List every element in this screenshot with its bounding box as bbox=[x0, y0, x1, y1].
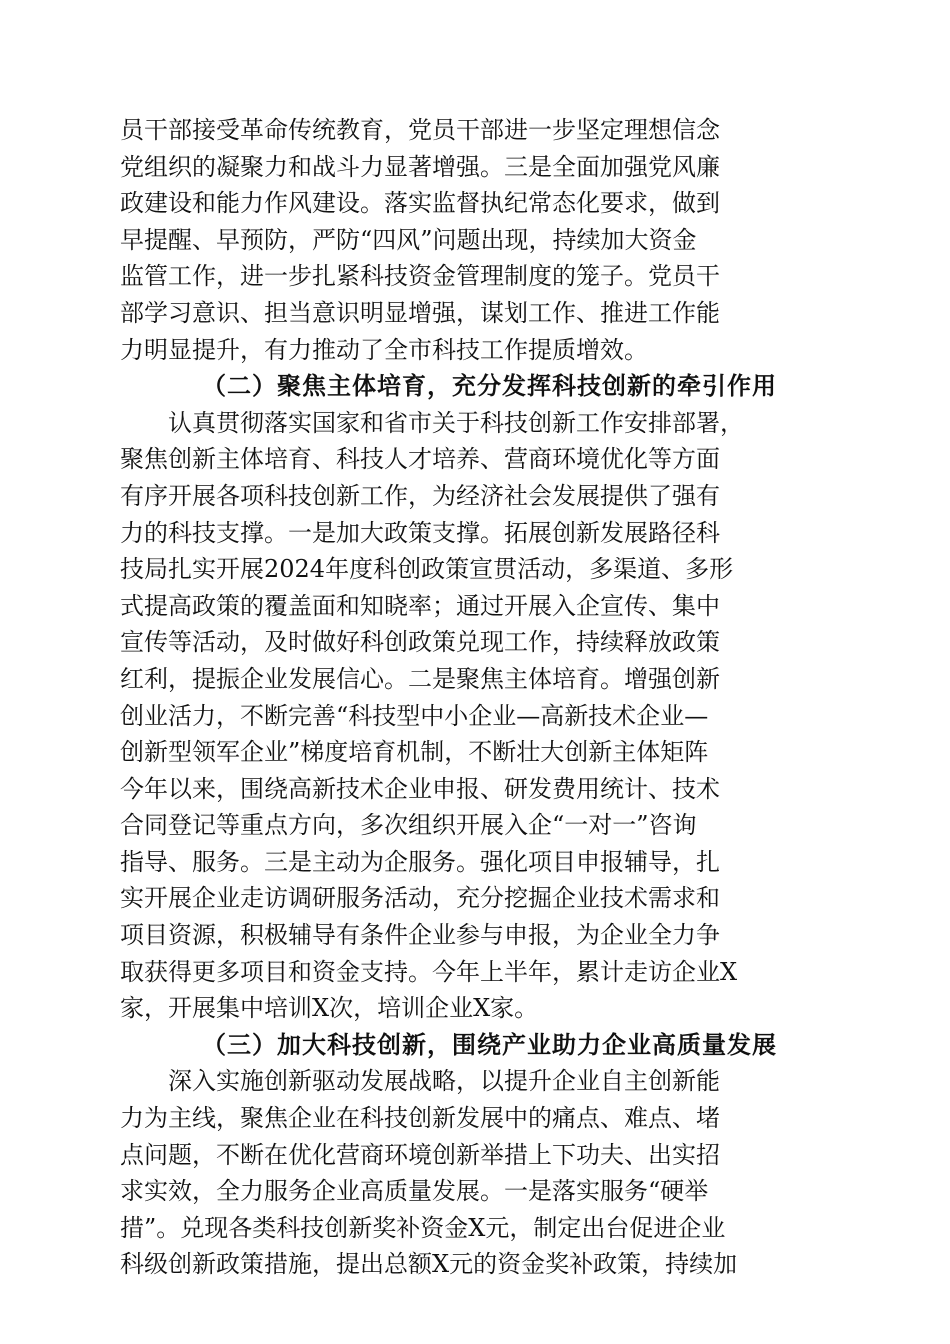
paragraph-line: 今年以来，围绕高新技术企业申报、研发费用统计、技术 bbox=[120, 774, 720, 803]
paragraph-line: 员干部接受革命传统教育，党员干部进一步坚定理想信念 bbox=[120, 116, 720, 144]
paragraph-line: 宣传等活动，及时做好科创政策兑现工作，持续释放政策 bbox=[120, 628, 720, 657]
paragraph-line: 式提高政策的覆盖面和知晓率；通过开展入企宣传、集中 bbox=[120, 591, 720, 620]
paragraph-line: 监管工作，进一步扎紧科技资金管理制度的笼子。党员干 bbox=[120, 262, 720, 291]
paragraph-line: 家，开展集中培训X次，培训企业X家。 bbox=[120, 994, 539, 1023]
paragraph-line: 点问题，不断在优化营商环境创新举措上下功夫、出实招 bbox=[120, 1140, 720, 1169]
paragraph-line: 创业活力，不断完善“科技型中小企业—高新技术企业— bbox=[120, 701, 709, 730]
paragraph-line: 力的科技支撑。一是加大政策支撑。拓展创新发展路径科 bbox=[120, 518, 720, 547]
paragraph-line: 力为主线，聚焦企业在科技创新发展中的痛点、难点、堵 bbox=[120, 1104, 720, 1133]
paragraph-line: 认真贯彻落实国家和省市关于科技创新工作安排部署， bbox=[168, 408, 744, 437]
paragraph-line: 红利，提振企业发展信心。二是聚焦主体培育。增强创新 bbox=[120, 664, 720, 693]
section-heading: （三）加大科技创新，围绕产业助力企业高质量发展 bbox=[202, 1029, 777, 1059]
document-body bbox=[120, 112, 840, 1283]
paragraph-line: 指导、服务。三是主动为企服务。强化项目申报辅导，扎 bbox=[120, 847, 720, 876]
paragraph-line: 聚焦创新主体培育、科技人才培养、营商环境优化等方面 bbox=[120, 445, 720, 474]
paragraph-line: 早提醒、早预防，严防“四风”问题出现，持续加大资金 bbox=[120, 225, 697, 254]
paragraph-line: 力明显提升，有力推动了全市科技工作提质增效。 bbox=[120, 335, 648, 364]
paragraph-line: 措”。兑现各类科技创新奖补资金X元，制定出台促进企业 bbox=[120, 1213, 726, 1242]
paragraph-line: 深入实施创新驱动发展战略，以提升企业自主创新能 bbox=[168, 1067, 720, 1096]
paragraph-line: 技局扎实开展2024年度科创政策宣贯活动，多渠道、多形 bbox=[120, 555, 734, 584]
paragraph-line: 取获得更多项目和资金支持。今年上半年，累计走访企业X bbox=[120, 957, 738, 986]
paragraph-line: 政建设和能力作风建设。落实监督执纪常态化要求，做到 bbox=[120, 189, 720, 218]
paragraph-line: 合同登记等重点方向，多次组织开展入企“一对一”咨询 bbox=[120, 811, 697, 840]
paragraph-line: 部学习意识、担当意识明显增强，谋划工作、推进工作能 bbox=[120, 298, 720, 327]
paragraph-line: 项目资源，积极辅导有条件企业参与申报，为企业全力争 bbox=[120, 921, 720, 950]
paragraph-line: 实开展企业走访调研服务活动，充分挖掘企业技术需求和 bbox=[120, 884, 720, 913]
section-heading: （二）聚焦主体培育，充分发挥科技创新的牵引作用 bbox=[202, 371, 777, 401]
paragraph-line: 党组织的凝聚力和战斗力显著增强。三是全面加强党风廉 bbox=[120, 152, 720, 181]
paragraph-line: 科级创新政策措施，提出总额X元的资金奖补政策，持续加 bbox=[120, 1250, 738, 1279]
paragraph-line: 求实效，全力服务企业高质量发展。一是落实服务“硬举 bbox=[120, 1177, 709, 1206]
paragraph-line: 有序开展各项科技创新工作，为经济社会发展提供了强有 bbox=[120, 481, 720, 510]
paragraph-line: 创新型领军企业”梯度培育机制，不断壮大创新主体矩阵 bbox=[120, 738, 709, 767]
